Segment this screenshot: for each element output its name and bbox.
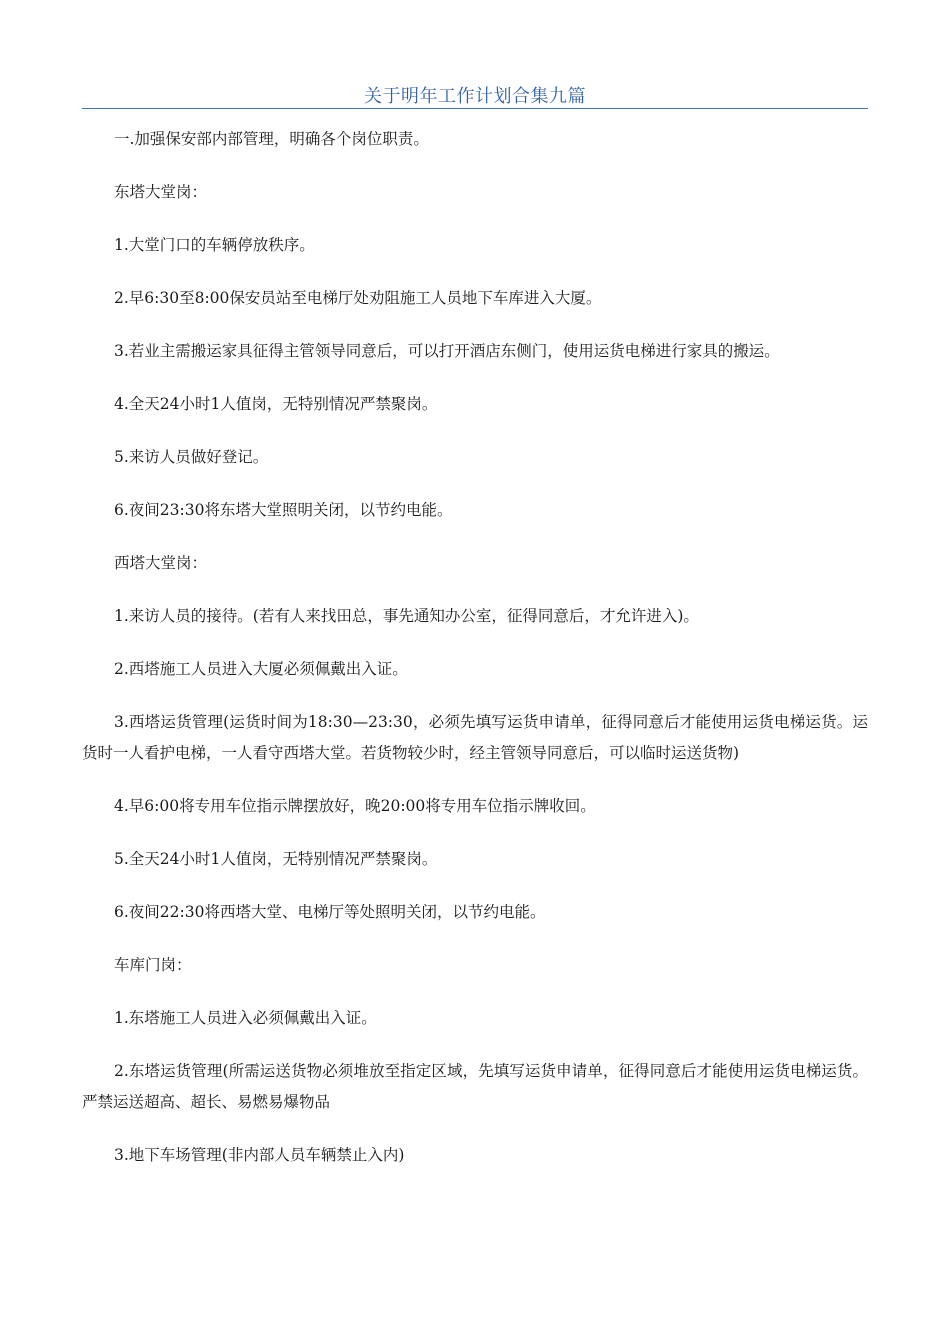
paragraph: 1.来访人员的接待。(若有人来找田总，事先通知办公室，征得同意后，才允许进入)。 [114,607,699,625]
paragraph: 6.夜间22:30将西塔大堂、电梯厅等处照明关闭，以节约电能。 [114,903,546,921]
paragraph: 3.地下车场管理(非内部人员车辆禁止入内) [114,1146,405,1164]
paragraph: 1.东塔施工人员进入必须佩戴出入证。 [114,1009,377,1027]
section-heading: 东塔大堂岗： [114,183,208,201]
paragraph: 2.西塔施工人员进入大厦必须佩戴出入证。 [114,660,408,678]
paragraph: 4.全天24小时1人值岗，无特别情况严禁聚岗。 [114,395,438,413]
paragraph: 5.来访人员做好登记。 [114,448,269,466]
paragraph: 2.东塔运货管理(所需运送货物必须堆放至指定区域，先填写运货申请单，征得同意后才能使用运货电梯运货。严禁运送超高、超长、易燃易爆物品 [82,1062,868,1111]
paragraph: 3.若业主需搬运家具征得主管领导同意后，可以打开酒店东侧门，使用运货电梯进行家具的搬运。 [114,342,780,360]
header-divider [82,108,868,109]
paragraph: 5.全天24小时1人值岗，无特别情况严禁聚岗。 [114,850,438,868]
paragraph: 3.西塔运货管理(运货时间为18:30—23:30，必须先填写运货申请单，征得同意后才能使用运货电梯运货。运货时一人看护电梯，一人看守西塔大堂。若货物较少时，经主管领导同意后，可以临时运送货物) [82,713,868,762]
page-title: 关于明年工作计划合集九篇 [364,86,586,107]
paragraph: 2.早6:30至8:00保安员站至电梯厅处劝阻施工人员地下车库进入大厦。 [114,289,602,307]
paragraph: 4.早6:00将专用车位指示牌摆放好，晚20:00将专用车位指示牌收回。 [114,797,596,815]
section-heading: 车库门岗： [114,956,192,974]
paragraph: 6.夜间23:30将东塔大堂照明关闭，以节约电能。 [114,501,453,519]
document-body [82,124,868,1193]
section-heading: 西塔大堂岗： [114,554,208,572]
paragraph: 一.加强保安部内部管理，明确各个岗位职责。 [114,130,429,148]
paragraph: 1.大堂门口的车辆停放秩序。 [114,236,315,254]
